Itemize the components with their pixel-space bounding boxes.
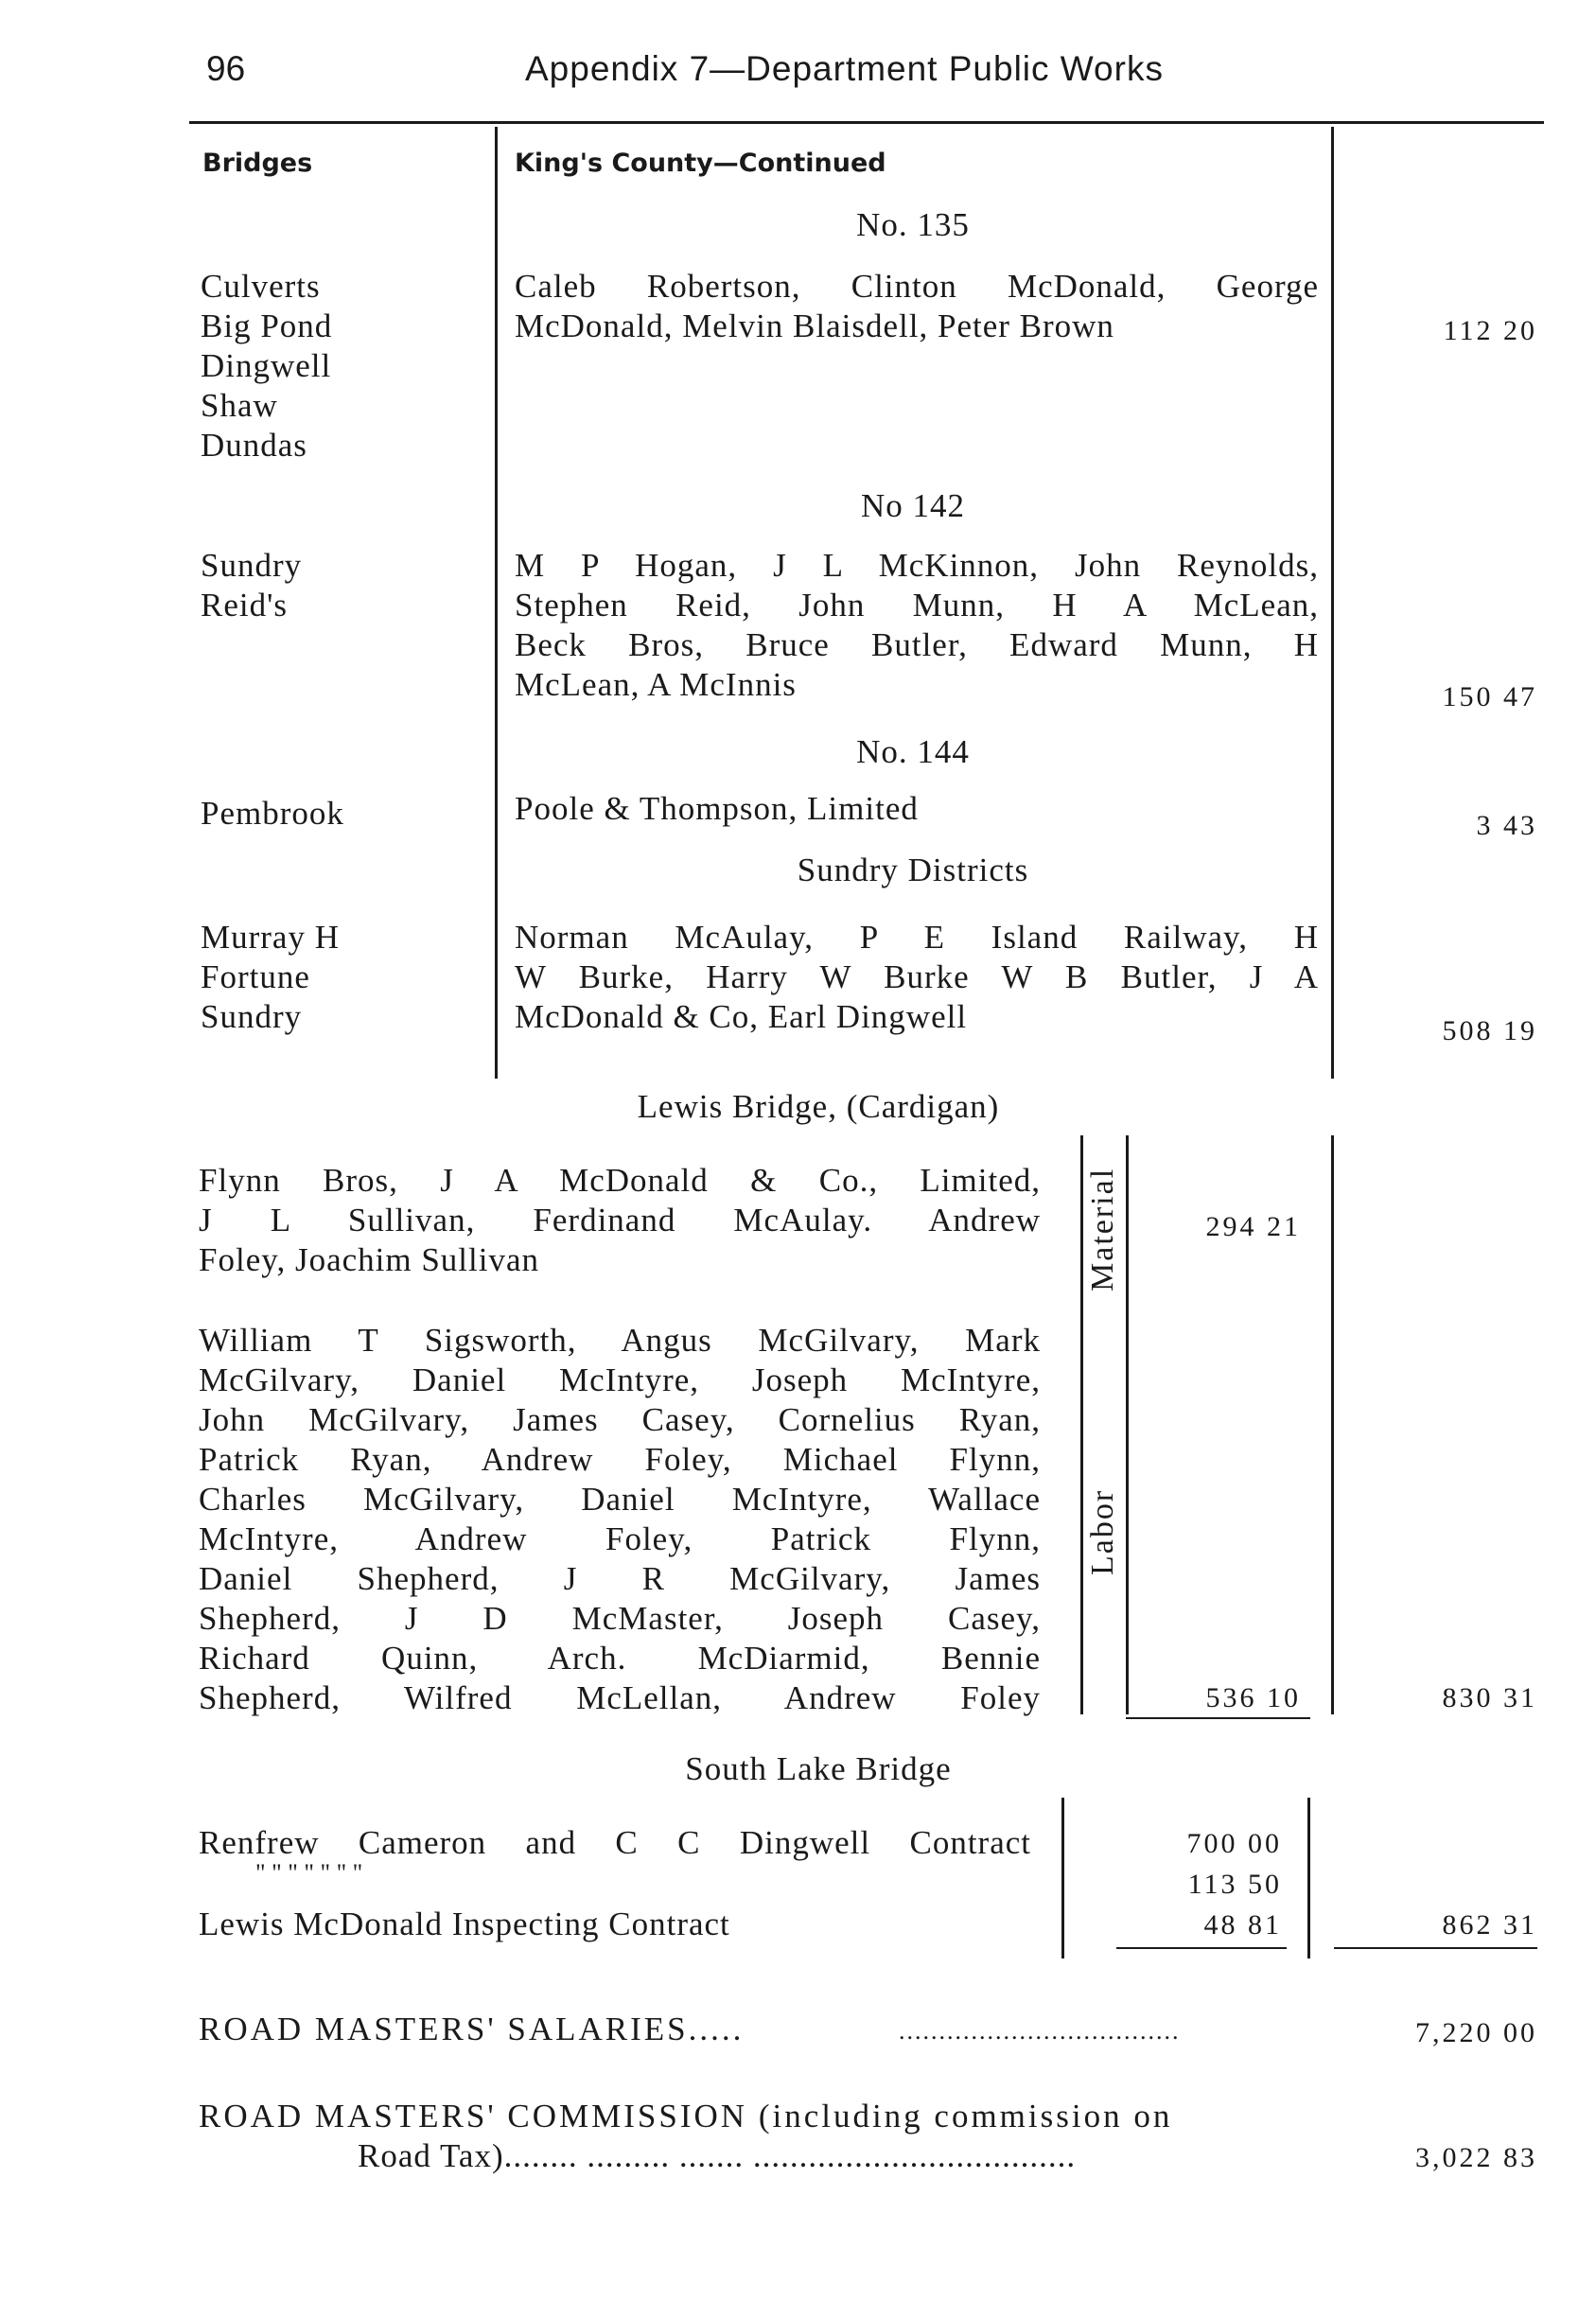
bridge-name: Dundas [201,427,307,464]
labor-names: Daniel Shepherd, J R McGilvary, James [199,1560,1041,1597]
ditto-marks: " " " " " " " [255,1859,363,1887]
bridge-name: Culverts [201,268,321,305]
district-amount: 3 43 [1476,810,1537,841]
salaries-label: ROAD MASTERS' SALARIES..... [199,2011,745,2047]
district-heading: No. 135 [856,206,970,243]
contractor-names: Stephen Reid, John Munn, H A McLean, [515,587,1319,624]
contractor-names: Caleb Robertson, Clinton McDonald, George [515,268,1319,305]
page-number: 96 [206,49,246,88]
commission-label-continued: Road Tax)........ ......... ....... ................................... [358,2137,1077,2174]
dot-leader: ................................... [899,2017,1181,2045]
subtotal-rule [1116,1947,1287,1949]
bridge-name: Fortune [201,958,310,995]
labor-names: Patrick Ryan, Andrew Foley, Michael Flynn, [199,1441,1041,1478]
amount-column-divider [1331,127,1334,1079]
district-heading: No. 144 [856,733,970,770]
south-lake-divider [1307,1798,1310,1958]
salaries-amount: 7,220 00 [1415,2017,1537,2048]
labor-names: Charles McGilvary, Daniel McIntyre, Wallace [199,1481,1041,1518]
labor-names: Richard Quinn, Arch. McDiarmid, Bennie [199,1640,1041,1677]
labor-side-label: Labor [1085,1488,1120,1575]
section-heading: South Lake Bridge [685,1750,952,1787]
subtotal-rule [1126,1717,1310,1719]
south-lake-divider [1061,1798,1064,1958]
section-total: 862 31 [1442,1909,1537,1941]
district-amount: 112 20 [1443,315,1537,346]
total-rule [1334,1947,1537,1949]
section-heading: Lewis Bridge, (Cardigan) [637,1088,1000,1125]
material-names: Foley, Joachim Sullivan [199,1241,540,1278]
section-total: 830 31 [1442,1682,1537,1713]
labor-names: McIntyre, Andrew Foley, Patrick Flynn, [199,1520,1041,1557]
bridge-name: Sundry [201,998,303,1035]
labor-names: Shepherd, Wilfred McLellan, Andrew Foley [199,1679,1041,1716]
commission-amount: 3,022 83 [1415,2142,1537,2173]
material-side-label: Material [1085,1167,1120,1291]
left-column-divider [495,127,498,1079]
bridge-name: Big Pond [201,307,333,344]
district-amount: 150 47 [1442,681,1537,712]
district-heading: Sundry Districts [797,852,1029,888]
contract-line: Lewis McDonald Inspecting Contract [199,1906,730,1942]
column-head-county: King's County—Continued [515,149,886,178]
labor-names: William T Sigsworth, Angus McGilvary, Mark [199,1322,1041,1359]
contractor-names: McDonald & Co, Earl Dingwell [515,998,968,1035]
bridge-name: Murray H [201,919,340,956]
contract-amount: 113 50 [1187,1869,1282,1900]
district-heading: No 142 [860,487,966,524]
contract-amount: 48 81 [1203,1909,1282,1941]
sublabel-divider [1080,1135,1083,1714]
contractor-names: McDonald, Melvin Blaisdell, Peter Brown [515,307,1114,344]
material-names: J L Sullivan, Ferdinand McAulay. Andrew [199,1202,1041,1238]
contractor-names: M P Hogan, J L McKinnon, John Reynolds, [515,547,1319,584]
subamount-left-divider [1126,1135,1129,1714]
bridge-name: Pembrook [201,795,344,832]
contractor-names: McLean, A McInnis [515,666,797,703]
labor-names: John McGilvary, James Casey, Cornelius Ryan, [199,1401,1041,1438]
header-rule [189,121,1544,124]
material-names: Flynn Bros, J A McDonald & Co., Limited, [199,1162,1041,1199]
bridge-name: Sundry [201,547,303,584]
contract-amount: 700 00 [1186,1828,1282,1859]
contractor-names: Poole & Thompson, Limited [515,790,919,827]
column-head-bridges: Bridges [202,149,313,178]
district-amount: 508 19 [1442,1015,1537,1046]
labor-names: McGilvary, Daniel McIntyre, Joseph McIntyre, [199,1361,1041,1398]
contract-line: Renfrew Cameron and C C Dingwell Contract [199,1824,1031,1861]
subamount-right-divider [1331,1135,1334,1714]
labor-amount: 536 10 [1205,1682,1301,1713]
bridge-name: Reid's [201,587,289,624]
material-amount: 294 21 [1205,1211,1301,1242]
contractor-names: Norman McAulay, P E Island Railway, H [515,919,1319,956]
bridge-name: Shaw [201,387,278,424]
commission-label: ROAD MASTERS' COMMISSION (including commission on [199,2098,1173,2134]
contractor-names: Beck Bros, Bruce Butler, Edward Munn, H [515,626,1319,663]
running-title: Appendix 7—Department Public Works [525,49,1164,88]
labor-names: Shepherd, J D McMaster, Joseph Casey, [199,1600,1041,1637]
bridge-name: Dingwell [201,347,332,384]
contractor-names: W Burke, Harry W Burke W B Butler, J A [515,958,1319,995]
